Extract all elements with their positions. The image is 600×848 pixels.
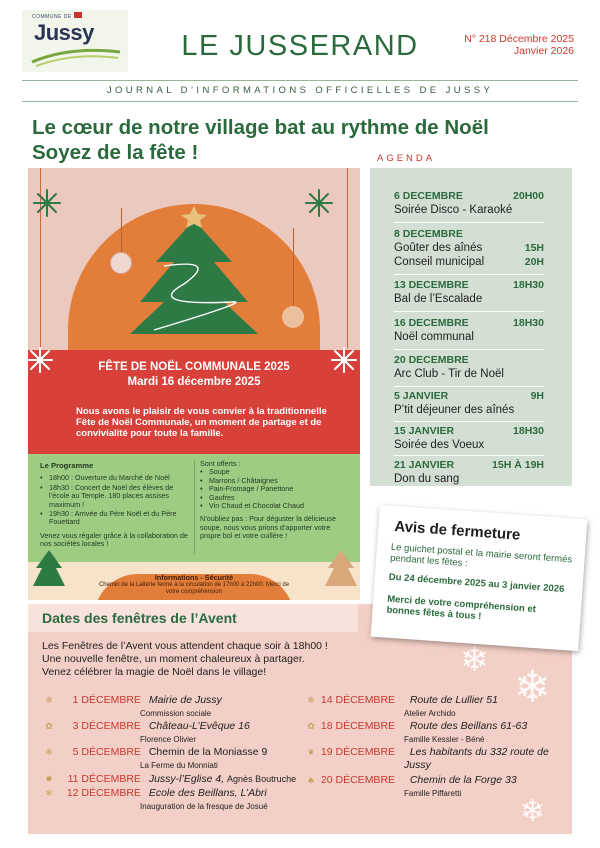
avent-entry (42, 787, 267, 800)
headline-line-2: Soyez de la fête ! (32, 141, 199, 164)
fete-date: Mardi 16 décembre 2025 (127, 376, 261, 388)
subtitle-rule-bottom (22, 101, 578, 102)
offerts-item: • Pain-Fromage / Panettone (200, 485, 350, 493)
agenda-separator (394, 421, 544, 422)
info-section (28, 562, 360, 600)
tree-icon (32, 548, 66, 592)
fete-invitation: Nous avons le plaisir de vous convier à la traditionnelle Fête de Noël Communale, un moment de partage et de convivialité pour toute la famille. (76, 406, 327, 439)
agenda-item (394, 228, 544, 269)
programme-note: Venez vous régaler grâce à la collaboration de nos sociétés locales ! (40, 530, 188, 549)
avent-host: Famille Piffaretti (404, 789, 462, 798)
closure-thanks: Merci de votre compréhension et bonnes fêtes à tous ! (386, 593, 537, 623)
agenda-event: Soirée des Voeux (394, 439, 485, 451)
subtitle-rule-top (22, 80, 578, 81)
snowflake-icon: ❄ (460, 641, 489, 679)
avent-date: 14 DÉCEMBRE (320, 694, 396, 706)
avent-intro-line: Une nouvelle fenêtre, un moment chaleureux à partager. (42, 653, 305, 665)
programme-title: Le Programme (40, 461, 94, 470)
agenda-event: Conseil municipal (394, 256, 485, 268)
snowflake-icon: ❄ (45, 695, 53, 705)
snowflake-icon: ❄ (520, 795, 546, 828)
avent-intro-line: Les Fenêtres de l’Avent vous attendent chaque soir à 18h00 ! (42, 640, 328, 652)
agenda-separator (394, 311, 544, 312)
agenda-time: 18H30 (513, 279, 544, 291)
avent-date: 20 DÉCEMBRE (320, 774, 396, 786)
offerts-item: • Marrons / Châtaignes (200, 477, 350, 485)
flower-icon: ✿ (307, 721, 315, 731)
snowflake-icon (304, 188, 334, 218)
logo-commune-label: COMMUNE DE (32, 14, 72, 20)
avent-entry (304, 694, 498, 707)
avent-place: Route de Lullier 51 (409, 694, 498, 706)
agenda-date: 20 DECEMBRE (394, 354, 469, 366)
avent-host: Commission sociale (140, 709, 212, 718)
headline-line-1: Le cœur de notre village bat au rythme de Noël (32, 116, 489, 139)
agenda-time: 9H (530, 390, 544, 402)
agenda-event: Soirée Disco - Karaoké (394, 204, 513, 216)
agenda-date: 6 DECEMBRE (394, 190, 463, 202)
avent-host: La Ferme du Monniati (140, 761, 218, 770)
agenda-item (394, 390, 544, 417)
agenda-time: 18H30 (513, 425, 544, 437)
avent-place: Les habitants du 332 route de (409, 746, 549, 758)
agenda-item (394, 279, 544, 306)
tree-icon (324, 548, 358, 592)
fete-title: FÊTE DE NOËL COMMUNALE 2025 (98, 361, 290, 373)
avent-host: Florence Olivier (140, 735, 197, 744)
issue-line-2: Janvier 2026 (513, 45, 574, 57)
tree-icon: ♣ (308, 775, 314, 785)
offerts-list (200, 468, 350, 510)
programme-item: • 18h00 : Ouverture du Marché de Noël (40, 474, 192, 482)
avent-host: Famille Kessler - Béné (404, 735, 485, 744)
avent-place-continued: Jussy (404, 759, 431, 771)
agenda-separator (394, 349, 544, 350)
avent-place: Route des Beillans 61-63 (409, 720, 528, 732)
snowflake-icon: ❄ (45, 788, 53, 798)
agenda-separator (394, 222, 544, 223)
avent-entry (304, 746, 549, 759)
agenda-event: Arc Club - Tir de Noël (394, 368, 504, 380)
avent-place: Château-L’Evêque 16 (148, 720, 250, 732)
agenda-panel (370, 168, 572, 486)
agenda-item (394, 425, 544, 452)
ornament-icon (282, 306, 304, 328)
agenda-separator (394, 455, 544, 456)
programme-divider (194, 460, 195, 554)
agenda-separator (394, 274, 544, 275)
agenda-event: Noël communal (394, 331, 474, 343)
snowflake-icon: ❄ (514, 663, 551, 712)
avent-date: 5 DÉCEMBRE (72, 746, 141, 758)
avent-date: 11 DÉCEMBRE (67, 773, 141, 785)
avent-host: Inauguration de la fresque de Josué (140, 802, 268, 811)
agenda-time: 15H À 19H (492, 459, 544, 471)
agenda-date: 5 JANVIER (394, 390, 449, 402)
avent-place: Ecole des Beillans, L’Abri (148, 787, 267, 799)
offerts-column (200, 460, 350, 541)
poster-line (347, 168, 348, 348)
christmas-poster (28, 168, 360, 600)
agenda-date: 13 DECEMBRE (394, 279, 469, 291)
closure-text: Le guichet postal et la mairie seront fermés pendant les fêtes : (389, 541, 573, 570)
agenda-event: Bal de l’Escalade (394, 293, 483, 305)
agenda-date: 21 JANVIER (394, 459, 455, 471)
agenda-date: 8 DECEMBRE (394, 228, 463, 240)
avent-header (28, 604, 358, 632)
agenda-event: Don du sang (394, 473, 460, 485)
avent-place: Chemin de la Moniasse 9 (148, 746, 268, 758)
agenda-item (394, 459, 544, 486)
programme-list (40, 474, 192, 526)
avent-date: 19 DÉCEMBRE (320, 746, 396, 758)
programme-item: • 18h30 : Concert de Noël des élèves de l’école au Temple. 180 places assises maximum ! (40, 484, 192, 509)
logo-name: Jussy (34, 20, 94, 45)
offerts-item: • Soupe (200, 468, 350, 476)
snowflake-icon: ❄ (45, 747, 53, 757)
avent-title: Dates des fenêtres de l’Avent (42, 610, 237, 626)
newspaper-title: LE JUSSERAND (181, 30, 419, 62)
avent-intro-line: Venez célébrer la magie de Noël dans le village! (42, 666, 267, 678)
leaf-icon: ❦ (307, 747, 315, 757)
avent-host: Agnès Boutruche (227, 774, 297, 784)
ornament-string (121, 208, 122, 254)
newspaper-subtitle: JOURNAL D’INFORMATIONS OFFICIELLES DE JUSSY (106, 85, 494, 96)
closure-title: Avis de fermeture (393, 517, 521, 544)
logo-tower-icon (74, 12, 82, 18)
agenda-time: 18H30 (513, 317, 544, 329)
flower-icon: ✿ (45, 721, 53, 731)
agenda-title: AGENDA (377, 153, 436, 164)
programme-column (40, 462, 192, 549)
agenda-date: 15 JANVIER (394, 425, 455, 437)
info-text: Chemin de la Laiterie fermé à la circulation de 17h00 à 22h00. Merci de votre compréhension (98, 582, 290, 595)
avent-date: 3 DÉCEMBRE (72, 720, 141, 732)
christmas-tree-icon (124, 206, 264, 338)
avent-host: Atelier Archido (404, 709, 456, 718)
avent-date: 18 DÉCEMBRE (320, 720, 396, 732)
agenda-time: 20H00 (513, 190, 544, 202)
avent-entry (42, 720, 250, 733)
offerts-item: • Vin Chaud et Chocolat Chaud (200, 502, 350, 510)
avent-date: 1 DÉCEMBRE (72, 694, 141, 706)
avent-entry (42, 773, 296, 786)
issue-number (464, 33, 574, 57)
avent-entry (304, 774, 517, 787)
avent-date: 12 DÉCEMBRE (66, 787, 141, 799)
agenda-time: 20H (524, 256, 544, 268)
closure-dates: Du 24 décembre 2025 au 3 janvier 2026 (388, 571, 565, 595)
agenda-event: P’tit déjeuner des aînés (394, 404, 515, 416)
snowflake-icon (32, 188, 62, 218)
ornament-string (293, 228, 294, 308)
avent-entry (42, 746, 267, 759)
info-title: Informations - Sécurité (154, 573, 234, 582)
agenda-item (394, 190, 544, 217)
avent-entry (304, 720, 527, 733)
agenda-separator (394, 386, 544, 387)
star-icon: ✸ (45, 774, 53, 784)
avent-entry (42, 694, 222, 707)
offerts-note: N’oubliez pas : Pour déguster la délicieuse soupe, nous vous prions d’apporter votre propre bol et votre cuillère ! (200, 514, 336, 541)
avent-place: Jussy-l’Eglise 4, (148, 773, 225, 785)
fete-banner (28, 350, 360, 454)
agenda-time: 15H (524, 242, 544, 254)
logo-swoosh-icon (30, 46, 122, 68)
agenda-date: 16 DECEMBRE (394, 317, 469, 329)
offerts-title: Sont offerts : (200, 459, 241, 468)
avent-place: Chemin de la Forge 33 (409, 774, 517, 786)
snowflake-icon: ❄ (307, 695, 315, 705)
issue-line-1: N° 218 Décembre 2025 (464, 33, 574, 45)
agenda-item (394, 354, 544, 381)
offerts-item: • Gaufres (200, 494, 350, 502)
agenda-event: Goûter des aînés (394, 242, 483, 254)
commune-logo (22, 10, 128, 72)
programme-section (28, 454, 360, 562)
avent-intro (42, 640, 422, 679)
avent-place: Mairie de Jussy (148, 694, 222, 706)
closure-notice (371, 505, 588, 651)
programme-item: • 19h30 : Arrivée du Père Noël et du Père Fouettard (40, 510, 192, 527)
agenda-item (394, 317, 544, 344)
